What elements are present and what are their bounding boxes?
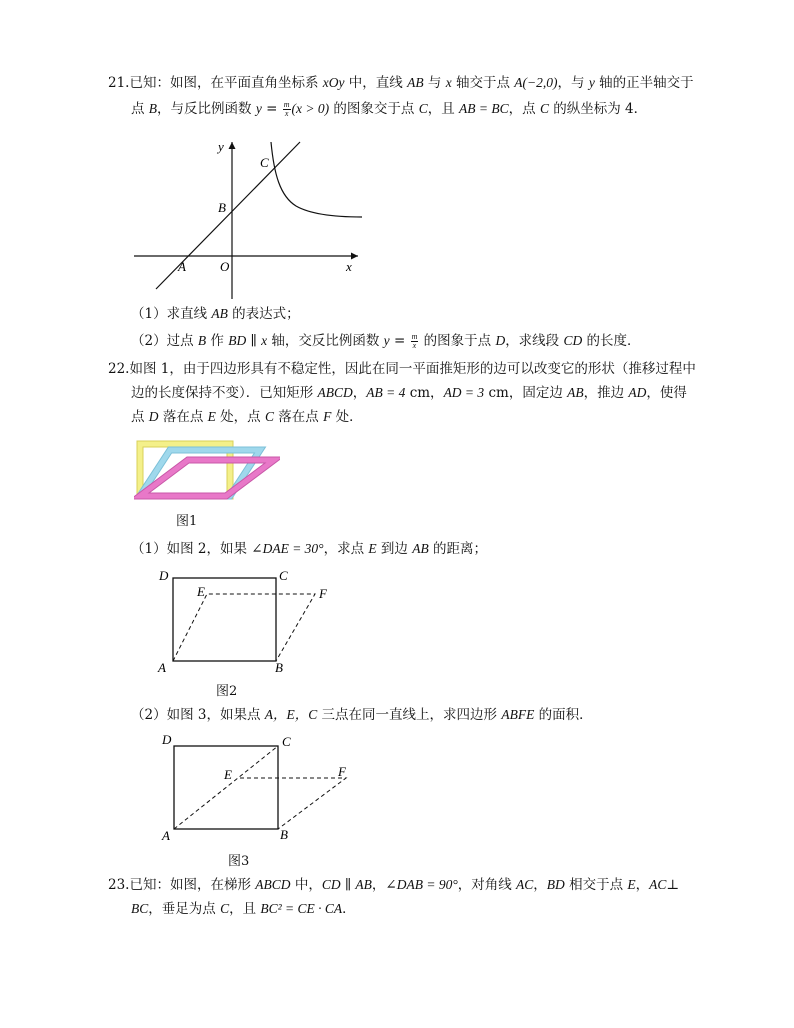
label-o: O (220, 259, 230, 274)
q22-line-1: 22.如图 1，由于四边形具有不稳定性，因此在同一平面推矩形的边可以改变它的形状（推移过程中 (108, 361, 696, 377)
q22-part-2: （2）如图 3，如果点 A，E，C 三点在同一直线上，求四边形 ABFE 的面积． (131, 707, 593, 723)
q21-part-1: （1）求直线 AB 的表达式； (131, 306, 300, 322)
figure-2-parallelogram (155, 566, 345, 678)
hyperbola-curve (271, 142, 362, 217)
fig3-label-a: A (162, 828, 170, 843)
fig2-label-d: D (159, 568, 169, 583)
figure-1-sliding-frames (134, 438, 280, 502)
q21-coordinate-figure (128, 134, 378, 304)
label-a: A (178, 259, 186, 274)
fig2-label-b: B (275, 660, 283, 675)
q21-part-2: （2）过点 B 作 BD ∥ x 轴，交反比例函数 y = $\frac{m}{x}$ 的图象于点 D，求线段 CD 的长度． (131, 332, 641, 350)
fig3-label-e: E (224, 767, 232, 782)
q23-number: 23. (108, 877, 130, 893)
q22-part-1: （1）如图 2，如果 ∠DAE = 30°，求点 E 到边 AB 的距离； (131, 541, 488, 557)
q23-line-1: 23.已知：如图，在梯形 ABCD 中，CD ∥ AB，∠DAB = 90°，对角线 AC，BD 相交于点 E，AC⊥ (108, 877, 680, 893)
rectangle-abcd (173, 578, 276, 661)
fig3-label-b: B (280, 827, 288, 842)
q22-number: 22. (108, 361, 130, 377)
figure-3-caption: 图3 (228, 854, 250, 869)
fig2-label-a: A (158, 660, 166, 675)
dashed-aefb (173, 594, 315, 661)
fig3-label-d: D (162, 732, 172, 747)
dashed-efb (240, 778, 346, 829)
diagonal-ac (174, 746, 278, 829)
fig3-label-f: F (338, 764, 346, 779)
q23-line-2: BC，垂足为点 C，且 BC² = CE · CA． (131, 901, 356, 917)
q22-line-2: 边的长度保持不变）．已知矩形 ABCD，AB = 4 cm，AD = 3 cm，固定边 AB，推边 AD，使得 (131, 385, 687, 401)
fraction-m-over-x-2: $\frac{m}{x}$ (411, 332, 418, 350)
fraction-m-over-x: $\frac{m}{x}$ (283, 100, 290, 118)
label-y: y (218, 139, 224, 154)
q21-line-1: 21.已知：如图，在平面直角坐标系 xOy 中，直线 AB 与 x 轴交于点 A(−2,0)，与 y 轴的正半轴交于 (108, 75, 694, 91)
fig2-label-c: C (279, 568, 288, 583)
q21-line-2: 点 B，与反比例函数 y = $\frac{m}{x}$ (x > 0) 的图象交于点 C，且 AB = BC，点 C 的纵坐标为 4． (131, 100, 648, 118)
fig2-label-e: E (197, 584, 205, 599)
label-c: C (260, 155, 269, 170)
figure-3-parallelogram (158, 730, 358, 845)
q22-line-3: 点 D 落在点 E 处，点 C 落在点 F 处． (131, 409, 363, 425)
fig3-label-c: C (282, 734, 291, 749)
figure-1-caption: 图1 (176, 514, 198, 529)
figure-2-caption: 图2 (216, 684, 238, 699)
q21-number: 21. (108, 75, 130, 91)
label-b: B (218, 200, 226, 215)
label-x: x (346, 259, 352, 274)
fig2-label-f: F (319, 586, 327, 601)
